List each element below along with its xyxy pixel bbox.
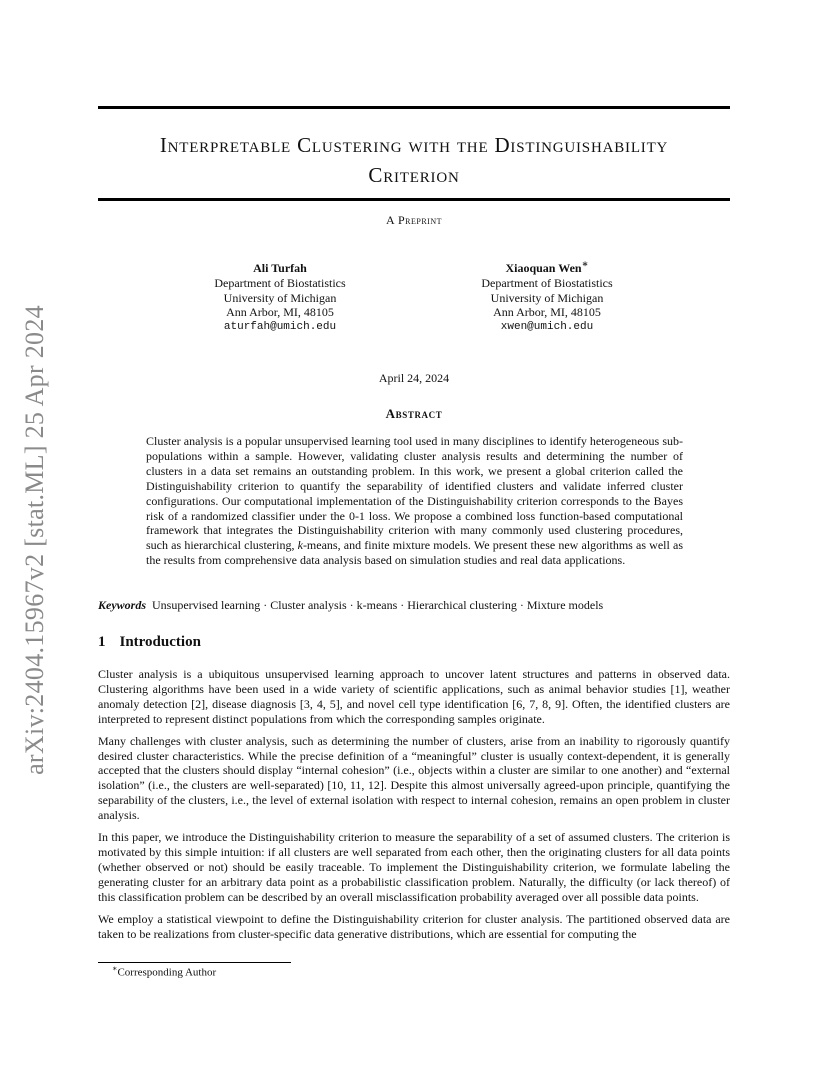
section-body xyxy=(98,667,730,948)
title-rule-top xyxy=(98,106,730,109)
author-name: Xiaoquan Wen∗ xyxy=(505,259,589,275)
footnote: ∗Corresponding Author xyxy=(112,964,217,979)
author-block-2 xyxy=(437,258,657,335)
title-rule-bottom xyxy=(98,198,730,201)
keywords-list: Unsupervised learning · Cluster analysis · k-means · Hierarchical clustering · Mixture models xyxy=(152,598,604,612)
abstract-heading: Abstract xyxy=(385,406,443,421)
author-address: Ann Arbor, MI, 48105 xyxy=(493,305,601,320)
preprint-label: A Preprint xyxy=(385,213,442,227)
section-number: 1 xyxy=(98,634,106,650)
section-title: Introduction xyxy=(119,634,201,650)
paper-title xyxy=(98,130,730,190)
keywords-line xyxy=(98,598,730,613)
section-heading xyxy=(98,634,201,651)
paragraph: Cluster analysis is a ubiquitous unsupervised learning approach to uncover latent structures and patterns in observed data. Clustering algorithms have been used in a wide variety of scientific applications, such as animal behavior studies [1], weather anomaly detection [2], disease diagnosis [3, 4, 5], and novel cell type identification [6, 7, 8, 9]. Often, the identified clusters are interpreted to represent distinct populations from which the corresponding samples originate. xyxy=(98,667,730,726)
author-email[interactable]: aturfah@umich.edu xyxy=(223,321,337,334)
author-university: University of Michigan xyxy=(490,290,604,305)
title-line-2: Criterion xyxy=(368,163,460,187)
paragraph: In this paper, we introduce the Distinguishability criterion to measure the separability of a set of assumed clusters. The criterion is motivated by this simple intuition: if all clusters are well separated from each other, then the originating clusters for all data points (whether observed or not) should be easily traceable. To implement the Distinguishability criterion, we formulate labeling the generating cluster for an arbitrary data point as a probabilistic classification problem. Naturally, the difficulty (or lack thereof) of this classification problem can be described by an overall misclassification probability averaged over all possible data points. xyxy=(98,830,730,904)
paper-date: April 24, 2024 xyxy=(378,371,450,385)
footnote-rule xyxy=(98,962,291,963)
author-address: Ann Arbor, MI, 48105 xyxy=(226,305,334,320)
keywords-label: Keywords xyxy=(98,598,146,612)
author-name: Ali Turfah xyxy=(253,261,307,275)
author-block-1 xyxy=(170,258,390,335)
author-department: Department of Biostatistics xyxy=(214,275,346,290)
paragraph: Many challenges with cluster analysis, such as determining the number of clusters, arise from an inability to rigorously quantify desired cluster characteristics. While the precise definition of a “meaningful” cluster is usually context-dependent, it is generally accepted that the clusters should display “internal cohesion” (i.e., objects within a cluster are similar to one another) and “external isolation” (i.e., the clusters are well-separated) [10, 11, 12]. Despite this almost universally agreed-upon principle, quantifying the separability of the clusters, i.e., the level of external isolation with respect to internal cohesion, remains an open problem in cluster analysis. xyxy=(98,733,730,823)
author-department: Department of Biostatistics xyxy=(481,275,613,290)
author-university: University of Michigan xyxy=(223,290,337,305)
arxiv-side-stamp: arXiv:2404.15967v2 [stat.ML] 25 Apr 2024 xyxy=(20,305,49,775)
title-line-1: Interpretable Clustering with the Distinguishability xyxy=(159,133,669,157)
author-email[interactable]: xwen@umich.edu xyxy=(500,321,594,334)
abstract-text: Cluster analysis is a popular unsupervised learning tool used in many disciplines to identify heterogeneous sub-populations within a sample. However, validating cluster analysis results and determining the number of clusters in a data set remains an outstanding problem. In this work, we present a global criterion called the Distinguishability criterion to quantify the separability of identified clusters and validate inferred cluster configurations. Our computational implementation of the Distinguishability criterion corresponds to the Bayes risk of a randomized classifier under the 0-1 loss. We propose a combined loss function-based computational framework that integrates the Distinguishability criterion with many commonly used clustering procedures, such as hierarchical clustering, k-means, and finite mixture models. We present these new algorithms as well as the results from comprehensive data analysis based on simulation studies and real data applications. xyxy=(146,434,683,568)
paragraph: We employ a statistical viewpoint to define the Distinguishability criterion for cluster analysis. The partitioned observed data are taken to be realizations from cluster-specific data generative distributions, which are essential for computing the xyxy=(98,911,730,941)
